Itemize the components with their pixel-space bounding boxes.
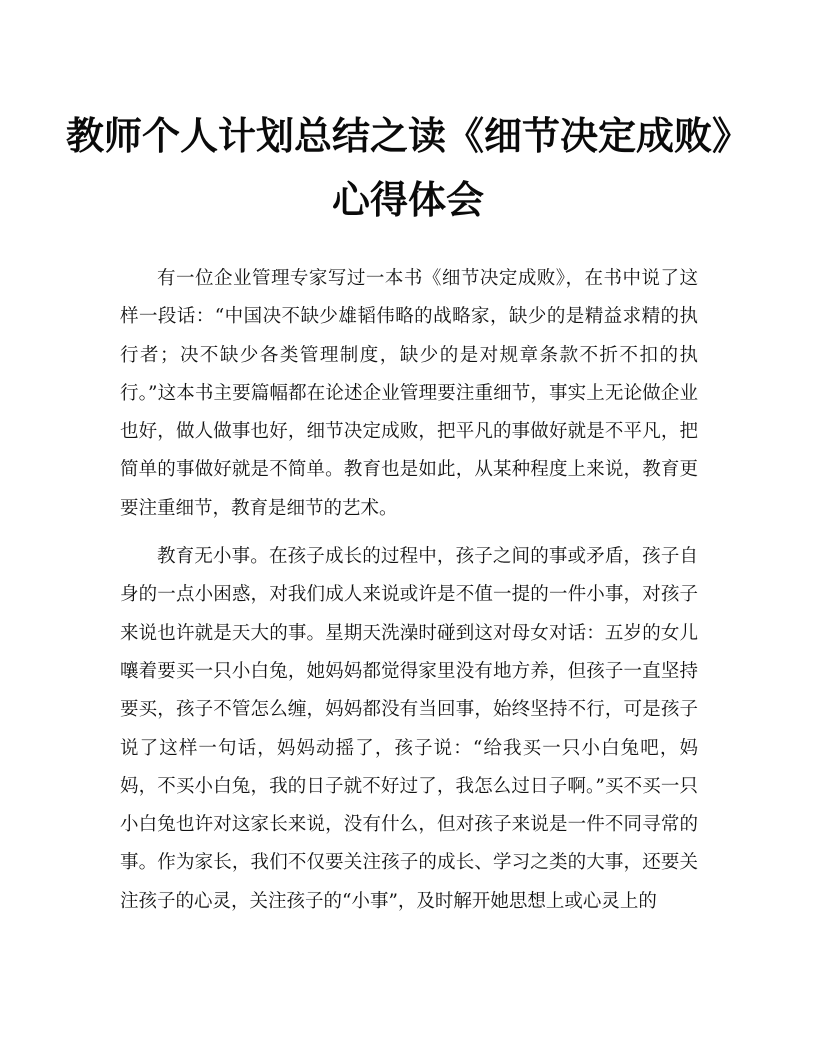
title-line-1: 教师个人计划总结之读《细节决定成败》	[65, 113, 750, 158]
title-line-2: 心得体会	[331, 177, 484, 222]
paragraph-1: 有一位企业管理专家写过一本书《细节决定成败》，在书中说了这样一段话：“中国决不缺少雄韬伟略的战略家，缺少的是精益求精的执行者；决不缺少各类管理制度，缺少的是对规章条款不折不扣的执行。”这本书主要篇幅都在论述企业管理要注重细节，事实上无论做企业也好，做人做事也好，细节决定成败，把平凡的事做好就是不平凡，把简单的事做好就是不简单。教育也是如此，从某种程度上来说，教育更要注重细节，教育是细节的艺术。	[120, 268, 698, 519]
document-title	[60, 104, 756, 232]
document-body	[120, 260, 698, 921]
paragraph-2: 教育无小事。在孩子成长的过程中，孩子之间的事或矛盾，孩子自身的一点小困惑，对我们成人来说或许是不值一提的一件小事，对孩子来说也许就是天大的事。星期天洗澡时碰到这对母女对话：五岁的女儿嚷着要买一只小白兔，她妈妈都觉得家里没有地方养，但孩子一直坚持要买，孩子不管怎么缠，妈妈都没有当回事，始终坚持不行，可是孩子说了这样一句话，妈妈动摇了，孩子说：“给我买一只小白兔吧，妈妈，不买小白兔，我的日子就不好过了，我怎么过日子啊。”买不买一只小白兔也许对这家长来说，没有什么，但对孩子来说是一件不同寻常的事。作为家长，我们不仅要关注孩子的成长、学习之类的大事，还要关注孩子的心灵，关注孩子的“小事”，及时解开她思想上或心灵上的	[120, 546, 698, 912]
